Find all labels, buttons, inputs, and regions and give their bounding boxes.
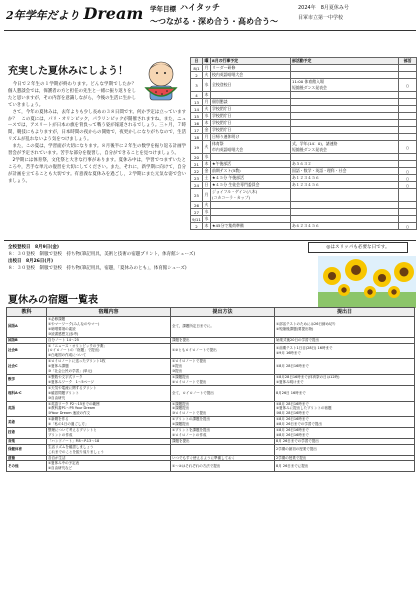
sunflower-center xyxy=(341,287,346,292)
schedule-cell: 25 xyxy=(191,189,203,202)
sunflowers-illustration xyxy=(318,256,416,308)
schedule-cell: 全校登校日 xyxy=(211,79,291,92)
header-divider xyxy=(4,30,416,31)
schedule-cell: 学校閉庁日 xyxy=(211,113,291,120)
homework-row xyxy=(7,385,415,401)
schedule-cell: ★45分で集荷準備 xyxy=(211,223,291,230)
schedule-cell xyxy=(211,154,291,161)
homework-cell: ①課題提出 ②ロイロノートで提出 xyxy=(171,374,275,385)
schedule-cell: 18 xyxy=(191,134,203,141)
homework-title: 夏休みの宿題一覧表 xyxy=(8,295,98,306)
schedule-cell: あ６２３４５６ xyxy=(291,223,399,230)
homework-cell: 2学期の授業で提出 xyxy=(275,455,415,461)
schedule-cell: ○ xyxy=(399,182,417,189)
schedule-row xyxy=(191,72,417,79)
schedule-cell xyxy=(399,106,417,113)
schedule-cell: 火 xyxy=(203,141,211,154)
homework-cell: ①②ともロイロノートで提出 xyxy=(171,343,275,359)
schedule-cell: 日 xyxy=(203,182,211,189)
schedule-cell xyxy=(211,202,291,209)
schedule-row xyxy=(191,154,417,161)
schedule-cell: 15 xyxy=(191,113,203,120)
homework-cell: 課題を提出 xyxy=(171,438,275,444)
schedule-cell: 17 xyxy=(191,127,203,134)
schedule-cell xyxy=(399,154,417,161)
homework-row xyxy=(7,428,415,439)
article-title: 充実した夏休みにしよう！ xyxy=(8,66,128,77)
homework-header-row xyxy=(7,308,415,317)
schedule-cell xyxy=(291,120,399,127)
homework-cell: 8月 26日までの学習で提出 xyxy=(275,438,415,444)
homework-subject: 社会C xyxy=(7,359,47,375)
schedule-cell: ★４５分 午後部活 xyxy=(211,175,291,182)
homework-cell: ①前期テスト1日目(28日) 16時まで ②9月 16時まで xyxy=(275,343,415,359)
homework-subject: 理科A·C xyxy=(7,385,47,401)
schedule-cell: 22 xyxy=(191,168,203,175)
issue-label: 2024年 8月夏休み号 xyxy=(298,5,349,11)
section-divider xyxy=(4,240,416,241)
schedule-cell: 火 xyxy=(203,202,211,209)
schedule-row xyxy=(191,99,417,106)
schedule-cell xyxy=(399,99,417,106)
title-prefix: 2年学年だより xyxy=(6,9,80,22)
schedule-header-row xyxy=(191,58,417,65)
homework-cell: 「ハンドノート」P.8〜P.13〜18 xyxy=(47,438,171,444)
schedule-cell xyxy=(399,202,417,209)
homework-row xyxy=(7,444,415,455)
homework-row xyxy=(7,343,415,359)
homework-subject: 音楽 xyxy=(7,438,47,444)
schedule-cell xyxy=(399,189,417,202)
schedule-cell: ○ xyxy=(399,223,417,230)
homework-subject: 技術 xyxy=(7,428,47,439)
schedule-header-cell: 曜 xyxy=(203,58,211,65)
homework-cell: ①英語ワーク P2〜15までの範囲 ②教科書P1〜P5 Your Dream ③Your Dream 速読の作文 xyxy=(47,401,171,417)
homework-cell: ①整数や文字式ワーク ②夏休みワーク 1〜5ページ xyxy=(47,374,171,385)
schedule-row xyxy=(191,120,417,127)
sunflower-center xyxy=(400,268,409,277)
schedule-cell: 3 xyxy=(191,79,203,92)
title-dream: Dream xyxy=(83,4,144,23)
schedule-row xyxy=(191,134,417,141)
homework-row xyxy=(7,374,415,385)
schedule-cell xyxy=(399,92,417,99)
school-day-details: ８：３０登校 制服で登校 持ち物(筆記用具，美術と技術の宿題プリント，体育館シューズ) xyxy=(8,252,196,257)
schedule-header-cell: 日 xyxy=(191,58,203,65)
homework-cell: 各自が生活 xyxy=(47,455,171,461)
schedule-cell: 14 xyxy=(191,106,203,113)
schedule-cell xyxy=(291,134,399,141)
schedule-row xyxy=(191,216,417,223)
homework-cell: ①ロイロノートで提出 ②提出 ③提出 xyxy=(171,359,275,375)
schedule-cell: 木 xyxy=(203,120,211,127)
schedule-cell xyxy=(291,209,399,216)
schedule-cell: 20 xyxy=(191,154,203,161)
homework-cell: 8月 26日までに提出 xyxy=(275,461,415,472)
schedule-cell xyxy=(291,72,399,79)
homework-cell: ①ロイロノートに送ったプリント1枚 ②夏休み課題 ③「社会公民の学習」(単元) xyxy=(47,359,171,375)
sunflower-center xyxy=(351,265,361,275)
sunflower-center xyxy=(328,272,336,280)
homework-cell: ①課題提出 ②課題提出 ③ロイロノートで提出 xyxy=(171,401,275,417)
schedule-row xyxy=(191,175,417,182)
homework-header-cell: 教科 xyxy=(7,308,47,317)
schedule-header-cell: 部活動予定 xyxy=(291,58,399,65)
schedule-cell: 前期テスト(5教) xyxy=(211,168,291,175)
schedule-cell: ジョイフル・ゲイン(八木) (コカコーラ・カップ) xyxy=(211,189,291,202)
schedule-cell: 21 xyxy=(191,161,203,168)
schedule-cell: 16 xyxy=(191,120,203,127)
schedule-cell: 月 xyxy=(203,134,211,141)
schedule-cell xyxy=(399,209,417,216)
schedule-cell: 学校閉庁日 xyxy=(211,106,291,113)
schedule-cell xyxy=(291,127,399,134)
article-paragraph: 今日で２年生の１学期が終わります。どんな学期でしたか？ 個人懇談会では，保護者の方と担任の先生と一緒に振り返りをしたと思いますが，その内容を意識しながら，今後の生活に生かしていきましょう。 xyxy=(8,82,141,108)
schedule-row xyxy=(191,209,417,216)
schedule-cell: 2 xyxy=(191,72,203,79)
article-body xyxy=(8,82,186,186)
homework-subject: 道徳 xyxy=(7,455,47,461)
homework-cell: 2学期の最初の授業で提出 xyxy=(275,444,415,455)
homework-table xyxy=(6,307,415,472)
schedule-cell xyxy=(399,216,417,223)
attendance-day-details: ８：３０登校 制服で登校 持ち物(筆記用具，宿題，「夏休みのとも」，体育館シューズ) xyxy=(8,266,187,271)
schedule-row xyxy=(191,141,417,154)
schedule-header-cell: 8月の行事予定 xyxy=(211,58,291,65)
homework-cell: ①8月 28日16時まで xyxy=(275,359,415,375)
schedule-row xyxy=(191,79,417,92)
homework-cell: ①8月 26日16時まで ②8月 26日16時まで xyxy=(275,428,415,439)
schedule-row xyxy=(191,202,417,209)
homework-subject: 保健体育 xyxy=(7,444,47,455)
homework-header-cell: 提出方法 xyxy=(171,308,275,317)
schedule-cell: 月 xyxy=(203,65,211,72)
homework-row xyxy=(7,461,415,472)
schedule-cell: 学校閉庁日 xyxy=(211,127,291,134)
schedule-cell xyxy=(399,161,417,168)
schedule-cell xyxy=(291,113,399,120)
schedule-row xyxy=(191,168,417,175)
homework-row xyxy=(7,417,415,428)
sunflower-center xyxy=(367,289,372,294)
schedule-cell: 月 xyxy=(203,189,211,202)
homework-row xyxy=(7,317,415,338)
schedule-cell: 学校閉庁日 xyxy=(211,120,291,127)
homework-cell: ①天気や電流に関するプリント ②確認問題プリント ③自由研究 xyxy=(47,385,171,401)
attendance-day-heading: 出校日 8月26日(月) xyxy=(8,259,54,264)
schedule-cell: 水 xyxy=(203,79,211,92)
homework-subject: 社会B xyxy=(7,343,47,359)
schedule-cell: 26 xyxy=(191,202,203,209)
homework-cell: ①プリントを課題を提出 ②ロイロノートの作成 xyxy=(171,428,275,439)
schedule-cell xyxy=(211,92,291,99)
homework-cell: 整理について考えるプリントと プリントの作成 xyxy=(47,428,171,439)
schedule-cell: 2 xyxy=(191,223,203,230)
schedule-cell: ○ xyxy=(399,141,417,154)
schedule-cell: あ１２３４５６ xyxy=(291,175,399,182)
homework-cell: ①〜②はそれぞれの方法で提出 xyxy=(171,461,275,472)
schedule-cell: 木 xyxy=(203,161,211,168)
schedule-row xyxy=(191,106,417,113)
slipper-note: ◎はスリッパも必要な日です。 xyxy=(308,242,408,253)
schedule-cell xyxy=(399,120,417,127)
schedule-cell xyxy=(399,65,417,72)
homework-cell: 全て，ロイロノートで提出 xyxy=(171,385,275,401)
homework-cell: 全て，課題所定日までに。 xyxy=(171,317,275,338)
schedule-cell: ○ xyxy=(399,79,417,92)
article-paragraph: 2学期には体育祭，文化祭と大きな行事があります。夏休み中は，学習でつまずいたところや，苦手な単元の復習を大切にしてください。また，それに，新学期に向けて，自分が計画を立てることも大切です。有意義な夏休みを過ごし，２学期にまた元気な姿で会いましょう。 xyxy=(8,157,186,184)
homework-cell: ①「ニュース・オリンピックの予測」 (ロイロノートの「宿題」で提出) ②白地図の作成について xyxy=(47,343,171,359)
schedule-cell: 23 xyxy=(191,175,203,182)
schedule-cell: 校内英語暗唱大会 xyxy=(211,72,291,79)
motto-label: 学年目標 xyxy=(150,5,176,13)
schedule-cell: 金 xyxy=(203,127,211,134)
schedule-row xyxy=(191,182,417,189)
homework-cell: ①部活テストのためには26日締め切り ②短縮後課題(要提出物) xyxy=(275,317,415,338)
august-schedule-table xyxy=(190,57,417,230)
motto-sub: 〜つながる・深め合う・高め合う〜 xyxy=(150,17,278,26)
homework-cell: いつでもすぐ使えるように準備しておく xyxy=(171,455,275,461)
schedule-cell: 13 xyxy=(191,99,203,106)
schedule-cell: 24 xyxy=(191,182,203,189)
schedule-row xyxy=(191,127,417,134)
schedule-cell: ★４５分 生徒会専門委員会 xyxy=(211,182,291,189)
schedule-cell: 水 xyxy=(203,209,211,216)
schedule-cell: 国語・数学・英語・理科・社会 xyxy=(291,168,399,175)
schedule-cell: 9/11 xyxy=(192,216,201,222)
schedule-row xyxy=(191,113,417,120)
homework-header-cell: 宿題内容 xyxy=(47,308,171,317)
schedule-row xyxy=(191,223,417,230)
schedule-cell: 11:00 体育館入場 短縮後ダンス発表会 xyxy=(291,79,399,92)
schedule-cell: 水 xyxy=(203,154,211,161)
homework-cell: ①必修課題 ①やマーワーク(みんなのやマー) ②暗唱要項の素読 ③読書感想文(参考) xyxy=(47,317,171,338)
homework-cell: 自分ノート 14〜25 xyxy=(47,337,171,343)
school-day-heading: 全校登校日 8月9日(金) xyxy=(8,245,59,250)
schedule-cell: 体育祭 市内英語暗唱大会 xyxy=(211,141,291,154)
homework-cell xyxy=(171,444,275,455)
newsletter-title xyxy=(6,4,143,23)
homework-row xyxy=(7,401,415,417)
school-name: 目軍市立第一中学校 xyxy=(298,15,344,21)
homework-cell: 始業式後20日の学習で提出 xyxy=(275,337,415,343)
homework-cell: ①夏休み中の予定表 ②自由研究など xyxy=(47,461,171,472)
schedule-cell xyxy=(291,189,399,202)
homework-subject: 数学 xyxy=(7,374,47,385)
schedule-cell xyxy=(291,216,399,223)
schedule-cell xyxy=(291,65,399,72)
homework-header-cell: 提出日 xyxy=(275,308,415,317)
schedule-row xyxy=(191,65,417,72)
schedule-cell: 土 xyxy=(203,175,211,182)
schedule-cell: あ１２３４５６ xyxy=(291,182,399,189)
homework-cell: ①8月 28日16時まで ②夏休みに提出したプリントの宿題 ③8月 28日16時まで xyxy=(275,401,415,417)
schedule-cell: 27 xyxy=(191,209,203,216)
schedule-cell xyxy=(399,72,417,79)
schedule-cell xyxy=(291,106,399,113)
homework-subject: 英語 xyxy=(7,401,47,417)
homework-subject: その他 xyxy=(7,461,47,472)
schedule-cell xyxy=(291,99,399,106)
schedule-cell: 4 xyxy=(191,92,203,99)
schedule-cell: 式，学年(14：0)，諸連絡 短縮後ダンス発表会 xyxy=(291,141,399,154)
homework-cell: ①新聞を作る ②「私の1日の過ごし方」 xyxy=(47,417,171,428)
homework-cell: ①8月28日16時まで(体育祭の日は12時) ②夏休み明けまで xyxy=(275,374,415,385)
homework-row xyxy=(7,359,415,375)
schedule-cell: 火 xyxy=(203,72,211,79)
schedule-cell: ○ xyxy=(399,168,417,175)
schedule-header-cell: 部活 xyxy=(399,58,417,65)
schedule-cell: ★午後部活 xyxy=(211,161,291,168)
schedule-cell: 木 xyxy=(203,92,211,99)
issue-meta xyxy=(298,3,349,23)
schedule-cell: 火 xyxy=(203,106,211,113)
schedule-cell: 金 xyxy=(203,168,211,175)
homework-cell: ①8月 26日16時まで ②8月 26日までの学習で提出 xyxy=(275,417,415,428)
schedule-cell xyxy=(211,209,291,216)
schedule-cell xyxy=(211,216,291,223)
sunflower-center xyxy=(391,289,396,294)
schedule-cell: 19 xyxy=(191,141,203,154)
schedule-row xyxy=(191,189,417,202)
homework-cell: 課題を提出 xyxy=(171,337,275,343)
schedule-cell xyxy=(399,134,417,141)
homework-subject: 国語A xyxy=(7,317,47,338)
schedule-cell: 水 xyxy=(203,113,211,120)
homework-cell: 生活リズムを確認しましょう これまでのことを振り返りましょう xyxy=(47,444,171,455)
schedule-row xyxy=(191,161,417,168)
schedule-cell xyxy=(399,127,417,134)
schedule-cell: 水 xyxy=(203,216,211,223)
schedule-cell xyxy=(399,113,417,120)
schedule-cell xyxy=(291,202,399,209)
schedule-cell xyxy=(291,92,399,99)
attendance-notices xyxy=(8,244,308,272)
schedule-cell: 木 xyxy=(203,223,211,230)
schedule-row xyxy=(191,92,417,99)
homework-subject: 国語B xyxy=(7,337,47,343)
homework-cell: ①プリントの課題を提出 ②課題提出 xyxy=(171,417,275,428)
schedule-cell: 8/1 xyxy=(191,65,203,72)
sunflower-center xyxy=(378,274,386,282)
homework-cell: 8月26日 16時まで xyxy=(275,385,415,401)
homework-subject: 美術 xyxy=(7,417,47,428)
motto-main: ハイタッチ xyxy=(180,3,220,12)
article-paragraph: また，この夏は，学習面が大切になります。８月後半に２年生の数学を振り返る計画学習会が予定されています。苦手な部分を復習し，自分ができることを見つけましょう。 xyxy=(8,144,186,157)
schedule-cell: ○ xyxy=(399,175,417,182)
schedule-cell: 日帰り連休明け xyxy=(211,134,291,141)
schedule-cell: 個別懇談 xyxy=(211,99,291,106)
schedule-cell: リーダー研修 xyxy=(211,65,291,72)
schedule-cell xyxy=(291,154,399,161)
schedule-cell: あ５６３２ xyxy=(291,161,399,168)
schedule-cell: 月 xyxy=(203,99,211,106)
article-paragraph: さて，今年の夏休みは，去年よりも少し長めの３８日間です。何か予定は立っていますか？ この夏には，パリ・オリンピック，パラリンピックが開催されますね。また，ニュースでは，アスリートが日本の旗を背負って戦う姿が報道されるでしょう。三ヶ月，７時間，競技にもよりますが，日本時間の夜からの開始で，夜更かしになりがちなので，生活リズムが乱れないよう気をつけましょう。 xyxy=(8,109,186,143)
